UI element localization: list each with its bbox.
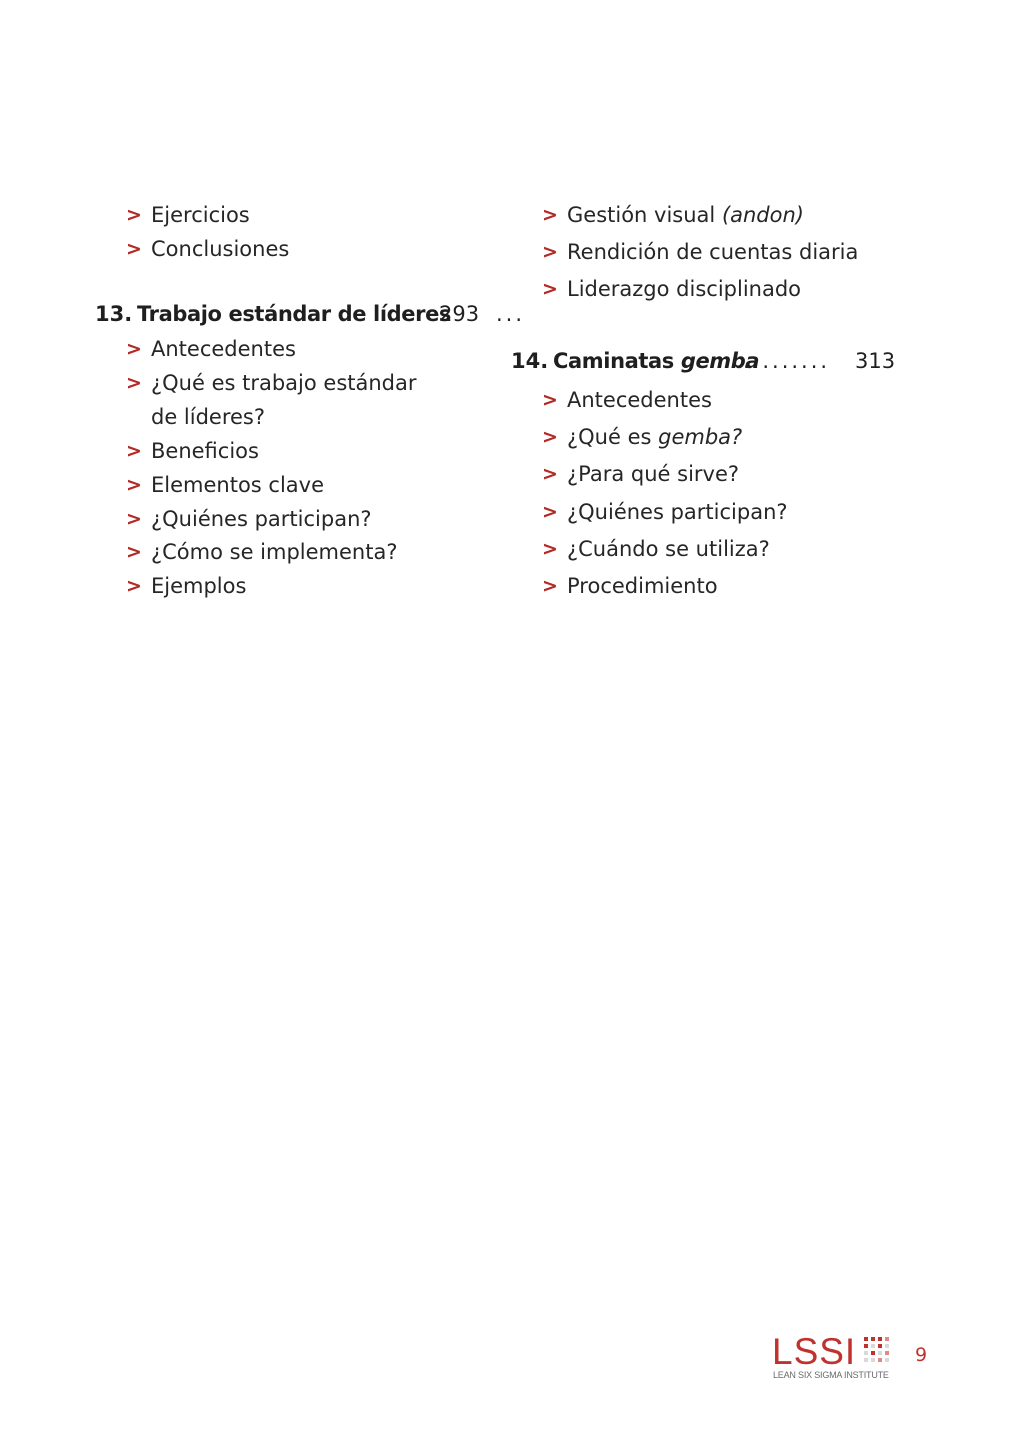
- chapter-number: 13.: [95, 302, 133, 326]
- bullet-arrow-icon: >: [126, 204, 142, 226]
- chapter-number: 14.: [511, 349, 549, 373]
- toc-item-label: ¿Qué es trabajo estándar: [151, 371, 417, 395]
- bullet-arrow-icon: >: [126, 238, 142, 260]
- toc-item-label: de líderes?: [151, 405, 266, 429]
- toc-item-label: ¿Cómo se implementa?: [151, 540, 398, 564]
- chapter-leader-dots: ...: [496, 302, 526, 326]
- bullet-arrow-icon: >: [542, 241, 558, 263]
- toc-item-label: Gestión visual (andon): [567, 203, 804, 227]
- bullet-arrow-icon: >: [542, 501, 558, 523]
- bullet-arrow-icon: >: [542, 389, 558, 411]
- toc-item-label: ¿Para qué sirve?: [567, 462, 740, 486]
- toc-item-label: ¿Cuándo se utiliza?: [567, 537, 770, 561]
- bullet-arrow-icon: >: [126, 372, 142, 394]
- chapter-title: Trabajo estándar de líderes: [137, 302, 452, 326]
- bullet-arrow-icon: >: [542, 575, 558, 597]
- chapter-title: Caminatas gemba: [553, 349, 760, 373]
- lssi-logo: [772, 1333, 894, 1381]
- logo-dots-icon: [864, 1337, 894, 1367]
- toc-item-label: ¿Quiénes participan?: [151, 507, 372, 531]
- logo-text: LSSI: [772, 1331, 857, 1372]
- bullet-arrow-icon: >: [542, 204, 558, 226]
- logo-subtitle: LEAN SIX SIGMA INSTITUTE: [773, 1370, 889, 1380]
- chapter-page-number: 313: [855, 349, 896, 373]
- toc-item-label: Ejercicios: [151, 203, 250, 227]
- toc-item-label: Procedimiento: [567, 574, 718, 598]
- bullet-arrow-icon: >: [126, 508, 142, 530]
- toc-item-label: Ejemplos: [151, 574, 247, 598]
- bullet-arrow-icon: >: [126, 440, 142, 462]
- bullet-arrow-icon: >: [542, 278, 558, 300]
- chapter-page-number: 293: [439, 302, 480, 326]
- page-number: 9: [915, 1344, 928, 1366]
- toc-item-label: Conclusiones: [151, 237, 290, 261]
- bullet-arrow-icon: >: [542, 463, 558, 485]
- toc-item-label: Antecedentes: [151, 337, 296, 361]
- toc-item-label: Elementos clave: [151, 473, 325, 497]
- toc-item-label: ¿Qué es gemba?: [567, 425, 743, 449]
- toc-item-label: Rendición de cuentas diaria: [567, 240, 859, 264]
- toc-item-label: ¿Quiénes participan?: [567, 500, 788, 524]
- bullet-arrow-icon: >: [126, 338, 142, 360]
- bullet-arrow-icon: >: [126, 474, 142, 496]
- bullet-arrow-icon: >: [126, 541, 142, 563]
- bullet-arrow-icon: >: [542, 538, 558, 560]
- toc-item-label: Antecedentes: [567, 388, 712, 412]
- toc-item-label: Liderazgo disciplinado: [567, 277, 802, 301]
- bullet-arrow-icon: >: [126, 575, 142, 597]
- toc-item-label: Beneficios: [151, 439, 259, 463]
- chapter-leader-dots: .........: [743, 349, 831, 373]
- bullet-arrow-icon: >: [542, 426, 558, 448]
